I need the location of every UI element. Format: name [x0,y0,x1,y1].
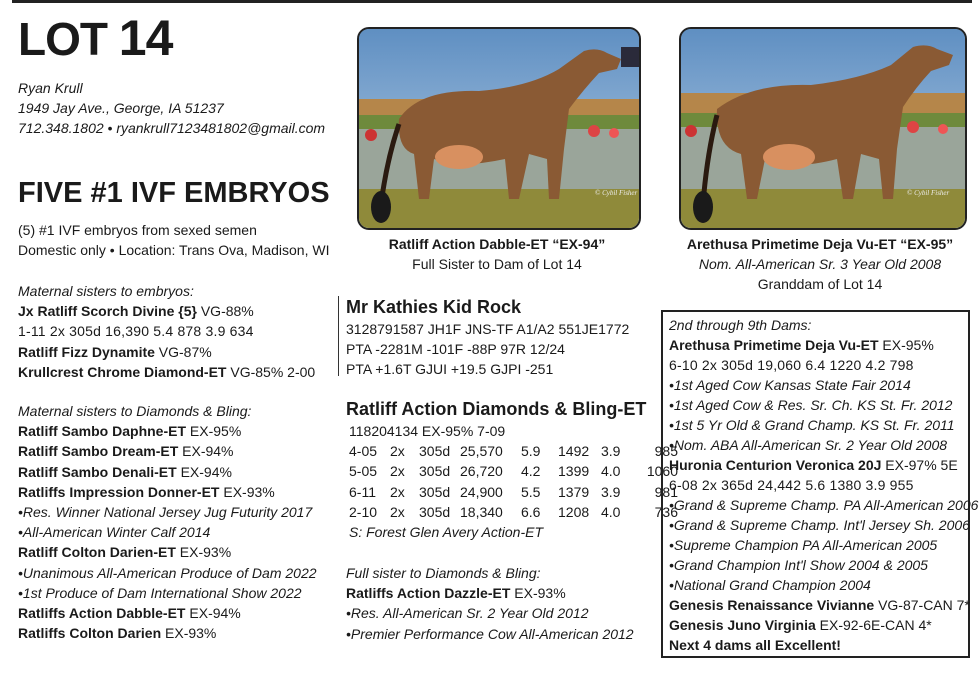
offering-headline: FIVE #1 IVF EMBRYOS [18,177,330,209]
pedigree-note: •Grand & Supreme Champ. Int'l Jersey Sh. 2006 [669,517,970,533]
pedigree-line: Ratliffs Action Dazzle-ET EX-93% [346,585,566,602]
caption-subtitle: Granddam of Lot 14 [757,276,883,292]
full-sister-block [346,563,634,644]
pedigree-note: •1st 5 Yr Old & Grand Champ. KS St. Fr. 2011 [669,417,955,433]
record-cell: 1208 [558,503,590,520]
section-heading: Maternal sisters to Diamonds & Bling: [18,403,252,419]
pedigree-note: •Nom. ABA All-American Sr. 2 Year Old 2008 [669,437,948,453]
record-cell: 4-05 [349,443,378,460]
record-cell: 1399 [558,463,590,480]
pedigree-note: •National Grand Champion 2004 [669,577,871,593]
pedigree-note: •All-American Winter Calf 2014 [18,524,211,541]
offering-intro [18,220,329,260]
record-cell: 2x [390,503,405,520]
record-cell: 1379 [558,483,590,500]
section-heading: Full sister to Diamonds & Bling: [346,565,541,581]
sire-line: 3128791587 JH1F JNS-TF A1/A2 551JE1772 [346,321,630,337]
intro-line: Domestic only • Location: Trans Ova, Madison, WI [18,242,330,258]
maternal-sisters-bling [18,401,317,643]
record-cell: 985 [654,443,678,460]
record-cell: 305d [419,443,451,460]
record-cell: 25,570 [460,443,503,460]
pedigree-line: 6-10 2x 305d 19,060 6.4 1220 4.2 798 [669,357,914,373]
record-cell: 5.5 [521,483,541,500]
caption-title: Ratliff Action Dabble-ET “EX-94” [388,236,606,252]
section-heading: 2nd through 9th Dams: [669,317,812,333]
record-cell: 305d [419,503,451,520]
cow-photo-dejavu [679,27,967,230]
maternal-sisters-embryos [18,281,315,382]
record-cell: 18,340 [460,503,503,520]
record-cell: 6-11 [349,483,376,500]
record-cell: 3.9 [601,483,621,500]
dam-id-line: 118204134 EX-95% 7-09 [349,423,506,439]
photo-caption-dabble [357,234,637,274]
pedigree-note: •1st Aged Cow Kansas State Fair 2014 [669,377,911,393]
pedigree-line: Ratliffs Action Dabble-ET EX-94% [18,605,241,622]
pedigree-note: •Grand & Supreme Champ. PA All-American 2006 [669,497,979,513]
dams-box-content [669,315,978,655]
photographer-signature: © Cybil Fisher [907,189,950,197]
record-cell: 24,900 [460,483,503,500]
cow-illustration [681,29,965,228]
pedigree-line: Ratliff Sambo Dream-ET EX-94% [18,443,234,460]
consignor-contact [18,78,325,138]
dam-name: Ratliff Action Diamonds & Bling-ET [346,399,647,419]
sire-block [346,296,629,380]
pedigree-note: •Res. Winner National Jersey Jug Futurity 2017 [18,504,313,521]
record-cell: 305d [419,483,451,500]
consignor-name: Ryan Krull [18,80,83,96]
pedigree-line: Genesis Renaissance Vivianne VG-87-CAN 7* [669,597,970,613]
sire-line: PTA -2281M -101F -88P 97R 12/24 [346,341,565,358]
record-cell: 6.6 [521,503,541,520]
record-cell: 5-05 [349,463,378,480]
lot-title [18,12,172,65]
pedigree-line: Ratliffs Impression Donner-ET EX-93% [18,483,275,500]
caption-subtitle: Full Sister to Dam of Lot 14 [412,256,582,272]
cow-illustration [359,29,639,228]
record-row [346,461,678,481]
record-cell: 981 [654,483,678,500]
pedigree-line: Krullcrest Chrome Diamond-ET VG-85% 2-00 [18,363,316,380]
record-cell: 736 [654,503,678,520]
pedigree-note: •1st Aged Cow & Res. Sr. Ch. KS St. Fr. 2012 [669,397,953,413]
record-cell: 305d [419,463,451,480]
caption-subtitle: Nom. All-American Sr. 3 Year Old 2008 [698,256,942,272]
record-cell: 26,720 [460,463,503,480]
caption-title: Arethusa Primetime Deja Vu-ET “EX-95” [686,236,954,252]
pedigree-note: •Grand Champion Int'l Show 2004 & 2005 [669,557,928,573]
record-cell: 3.9 [601,443,621,460]
record-cell: 1492 [558,443,590,460]
record-row [346,441,678,461]
pedigree-line: Ratliff Sambo Denali-ET EX-94% [18,463,232,480]
lot-prefix: LOT [18,13,107,65]
cow-photo-dabble [357,27,641,230]
dam-sire-line: S: Forest Glen Avery Action-ET [349,524,543,541]
pedigree-note: •1st Produce of Dam International Show 2022 [18,584,302,601]
pedigree-line: Genesis Juno Virginia EX-92-6E-CAN 4* [669,617,932,633]
pedigree-line: Jx Ratliff Scorch Divine {5} VG-88% [18,303,254,320]
pedigree-note: •Premier Performance Cow All-American 2012 [346,625,634,642]
consignor-address: 1949 Jay Ave., George, IA 51237 [18,100,224,116]
record-cell: 2x [390,443,405,460]
pedigree-line: Ratliffs Colton Darien EX-93% [18,625,217,642]
sire-name: Mr Kathies Kid Rock [346,297,522,317]
record-cell: 4.0 [601,503,621,520]
dam-records-table [346,441,678,522]
top-rule [12,0,972,3]
pedigree-note: •Supreme Champion PA All-American 2005 [669,537,938,553]
record-cell: 4.2 [521,463,541,480]
lot-number: 14 [118,10,173,66]
intro-line: (5) #1 IVF embryos from sexed semen [18,222,257,238]
record-row [346,502,678,522]
pedigree-line: Ratliff Fizz Dynamite VG-87% [18,343,212,360]
record-cell: 2x [390,483,405,500]
sire-divider [338,296,339,376]
pedigree-line: Huronia Centurion Veronica 20J EX-97% 5E [669,457,958,473]
pedigree-line: Next 4 dams all Excellent! [669,637,841,653]
pedigree-note: •Res. All-American Sr. 2 Year Old 2012 [346,605,589,622]
section-heading: Maternal sisters to embryos: [18,283,194,299]
pedigree-note: •Unanimous All-American Produce of Dam 2022 [18,564,317,581]
record-cell: 2x [390,463,405,480]
pedigree-line: 6-08 2x 365d 24,442 5.6 1380 3.9 955 [669,477,914,493]
pedigree-line: Ratliff Colton Darien-ET EX-93% [18,544,232,561]
record-cell: 5.9 [521,443,541,460]
pedigree-line: Arethusa Primetime Deja Vu-ET EX-95% [669,337,934,353]
pedigree-line: 1-11 2x 305d 16,390 5.4 878 3.9 634 [18,323,254,340]
record-row [346,482,678,502]
record-cell: 2-10 [349,503,378,520]
record-cell: 1060 [646,463,678,480]
photo-caption-dejavu [670,234,970,294]
record-cell: 4.0 [601,463,621,480]
pedigree-line: Ratliff Sambo Daphne-ET EX-95% [18,423,242,440]
consignor-phone-email: 712.348.1802 • ryankrull7123481802@gmail.com [18,120,326,136]
photographer-signature: © Cybil Fisher [595,189,638,197]
dam-block [346,398,678,542]
sire-line: PTA +1.6T GJUI +19.5 GJPI -251 [346,361,554,378]
